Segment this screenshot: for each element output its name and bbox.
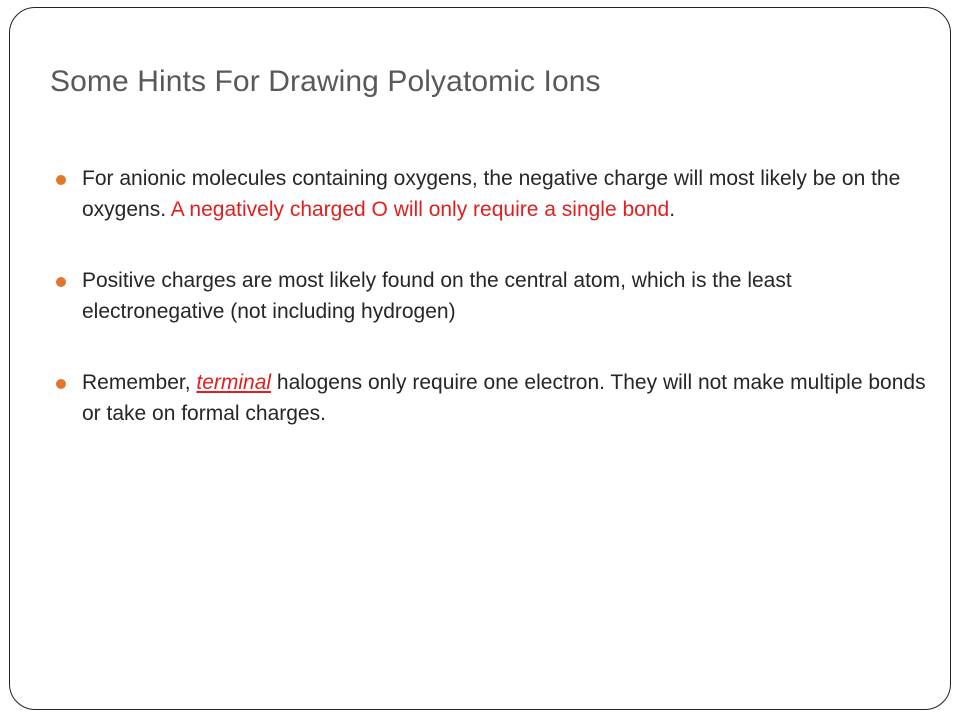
bullet-text: Positive charges are most likely found on the central atom, which is the least electronegative (not including hydrogen) <box>82 269 792 323</box>
bullet-item-terminal-halogens <box>56 367 926 429</box>
bullet-item-positive-charge <box>56 265 926 327</box>
bullet-text-end: halogens only require one electron. They will not make multiple bonds or take on formal charges. <box>82 371 926 425</box>
bullet-list <box>56 163 926 429</box>
bullet-item-oxygen-charge <box>56 163 926 225</box>
bullet-text-end: . <box>669 198 676 221</box>
bullet-highlight-text: terminal <box>196 371 272 394</box>
bullet-text: Remember, <box>82 371 197 394</box>
slide-title: Some Hints For Drawing Polyatomic Ions <box>50 65 601 98</box>
bullet-dot-icon <box>56 379 66 389</box>
slide-frame <box>9 7 951 710</box>
bullet-text: For anionic molecules containing oxygens, the negative charge will most likely be on the oxygens. <box>82 167 901 221</box>
bullet-dot-icon <box>56 175 66 185</box>
bullet-highlight-text: A negatively charged O will only require a single bond <box>170 198 670 221</box>
bullet-dot-icon <box>56 277 66 287</box>
